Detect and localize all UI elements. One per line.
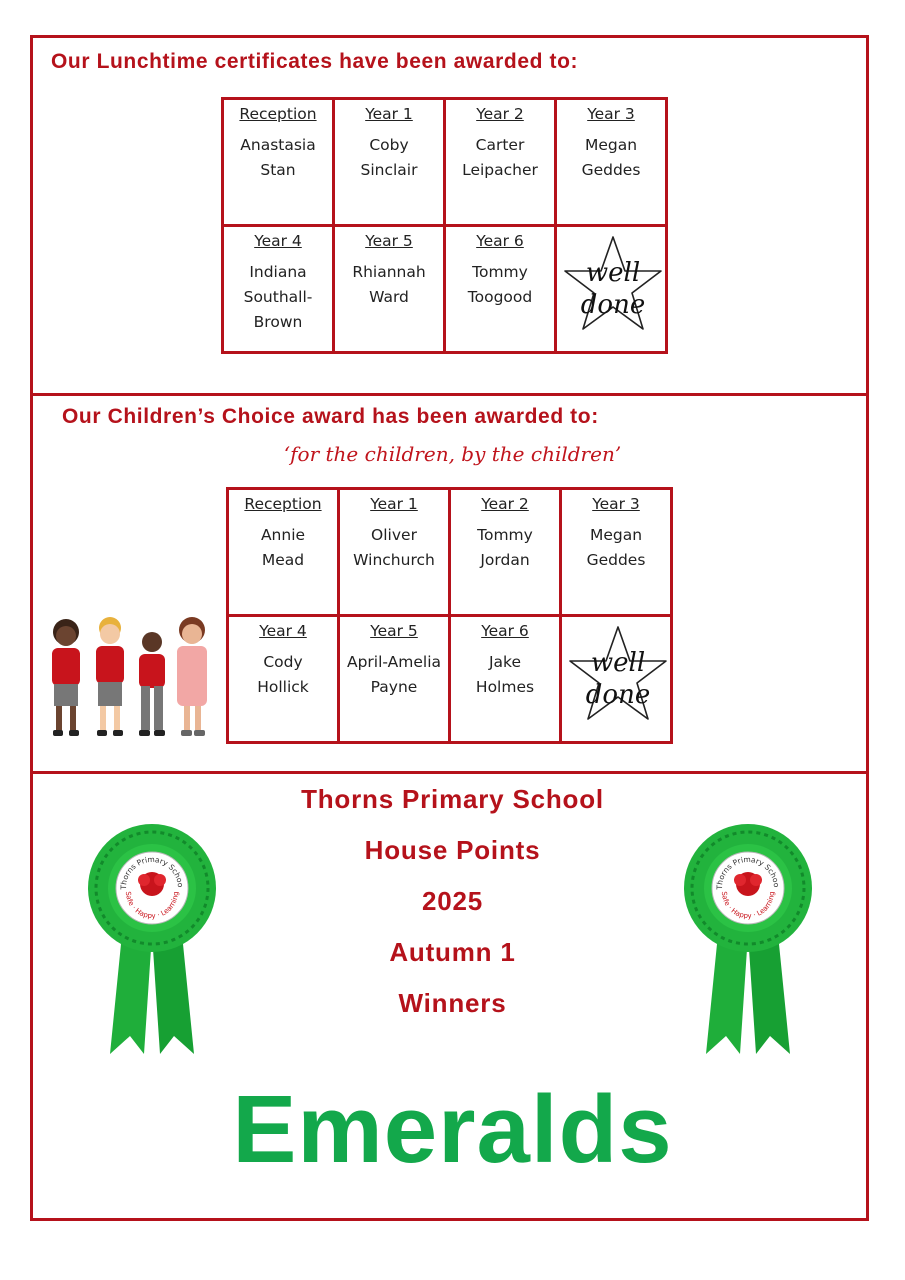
well-done-cell <box>556 226 667 353</box>
year-label: Year 5 <box>370 622 418 640</box>
award-cell <box>228 616 339 743</box>
rosette-motto-text: Safe · Happy · Learning <box>123 891 181 921</box>
award-cell <box>339 616 450 743</box>
rosette-icon <box>82 814 222 1064</box>
house-points-label: Winners <box>398 988 507 1018</box>
pupil-name: Tommy <box>472 263 528 281</box>
pupil-name: Tommy <box>477 526 533 544</box>
pupil-name: Annie <box>260 526 306 544</box>
award-cell <box>223 99 334 226</box>
pupil-name: Ward <box>369 288 409 306</box>
year-label: Reception <box>244 495 322 513</box>
award-cell <box>334 226 445 353</box>
award-cell <box>445 99 556 226</box>
pupil-name: Payne <box>370 678 418 696</box>
pupil-name: Jake <box>488 653 522 671</box>
pupil-name: Brown <box>253 313 303 331</box>
year-label: Year 1 <box>370 495 418 513</box>
year-label: Year 2 <box>476 105 524 123</box>
child-figure <box>52 619 80 736</box>
pupil-name: Winchurch <box>353 551 435 569</box>
pupil-name: April-Amelia <box>346 653 442 671</box>
well-done-word-2: done <box>585 680 651 710</box>
pupil-name: Holmes <box>475 678 535 696</box>
pupil-name: Cody <box>263 653 303 671</box>
award-cell <box>561 489 672 616</box>
year-label: Reception <box>239 105 317 123</box>
rosette-school-text: Thorns Primary Schoo <box>118 854 186 890</box>
section-divider <box>30 393 869 396</box>
pupil-name: Stan <box>260 161 296 179</box>
pupil-name: Geddes <box>581 161 641 179</box>
pupil-name: Sinclair <box>360 161 418 179</box>
well-done-cell <box>561 616 672 743</box>
pupil-name: Mead <box>261 551 305 569</box>
year-label: Year 6 <box>476 232 524 250</box>
well-done-star-icon <box>561 231 665 343</box>
pupil-name: Southall- <box>243 288 313 306</box>
pupil-name: Leipacher <box>462 161 538 179</box>
award-cell <box>450 489 561 616</box>
pupil-name: Carter <box>475 136 525 154</box>
child-figure <box>139 632 165 736</box>
award-cell <box>445 226 556 353</box>
year-label: Year 4 <box>254 232 302 250</box>
house-points-term: Autumn 1 <box>389 937 516 967</box>
pupil-name: Rhiannah <box>352 263 426 281</box>
year-label: Year 3 <box>587 105 635 123</box>
rosette-icon <box>678 814 818 1064</box>
child-figure <box>96 617 124 736</box>
award-cell <box>450 616 561 743</box>
section-divider <box>30 771 869 774</box>
award-cell <box>334 99 445 226</box>
well-done-star-icon <box>566 621 670 733</box>
year-label: Year 4 <box>259 622 307 640</box>
house-points-heading: House Points <box>364 835 541 865</box>
pupil-name: Megan <box>589 526 643 544</box>
rosette-motto-text: Safe · Happy · Learning <box>719 891 777 921</box>
well-done-word-2: done <box>580 290 646 320</box>
well-done-word-1: well <box>590 648 646 678</box>
pupil-name: Megan <box>584 136 638 154</box>
lunchtime-title: Our Lunchtime certificates have been awarded to: <box>51 50 579 73</box>
pupil-name: Indiana <box>249 263 307 281</box>
children-illustration <box>44 614 219 744</box>
school-name: Thorns Primary School <box>301 784 604 814</box>
award-cell <box>228 489 339 616</box>
award-cell <box>339 489 450 616</box>
childrens-choice-awards-table <box>226 487 673 744</box>
house-points-year: 2025 <box>421 886 484 916</box>
year-label: Year 5 <box>365 232 413 250</box>
rosette-school-text: Thorns Primary Schoo <box>714 854 782 890</box>
award-cell <box>223 226 334 353</box>
lunchtime-awards-table <box>221 97 668 354</box>
pupil-name: Toogood <box>467 288 533 306</box>
pupil-name: Hollick <box>257 678 309 696</box>
child-figure <box>177 617 207 736</box>
pupil-name: Anastasia <box>240 136 316 154</box>
pupil-name: Geddes <box>586 551 646 569</box>
winning-house: Emeralds <box>232 1076 673 1183</box>
pupil-name: Coby <box>369 136 409 154</box>
year-label: Year 2 <box>481 495 529 513</box>
award-cell <box>556 99 667 226</box>
year-label: Year 1 <box>365 105 413 123</box>
year-label: Year 6 <box>481 622 529 640</box>
childrens-choice-tagline: ‘for the children, by the children’ <box>283 442 622 466</box>
year-label: Year 3 <box>592 495 640 513</box>
pupil-name: Oliver <box>371 526 417 544</box>
well-done-word-1: well <box>585 258 641 288</box>
childrens-choice-title: Our Children’s Choice award has been awarded to: <box>62 405 599 428</box>
pupil-name: Jordan <box>480 551 530 569</box>
